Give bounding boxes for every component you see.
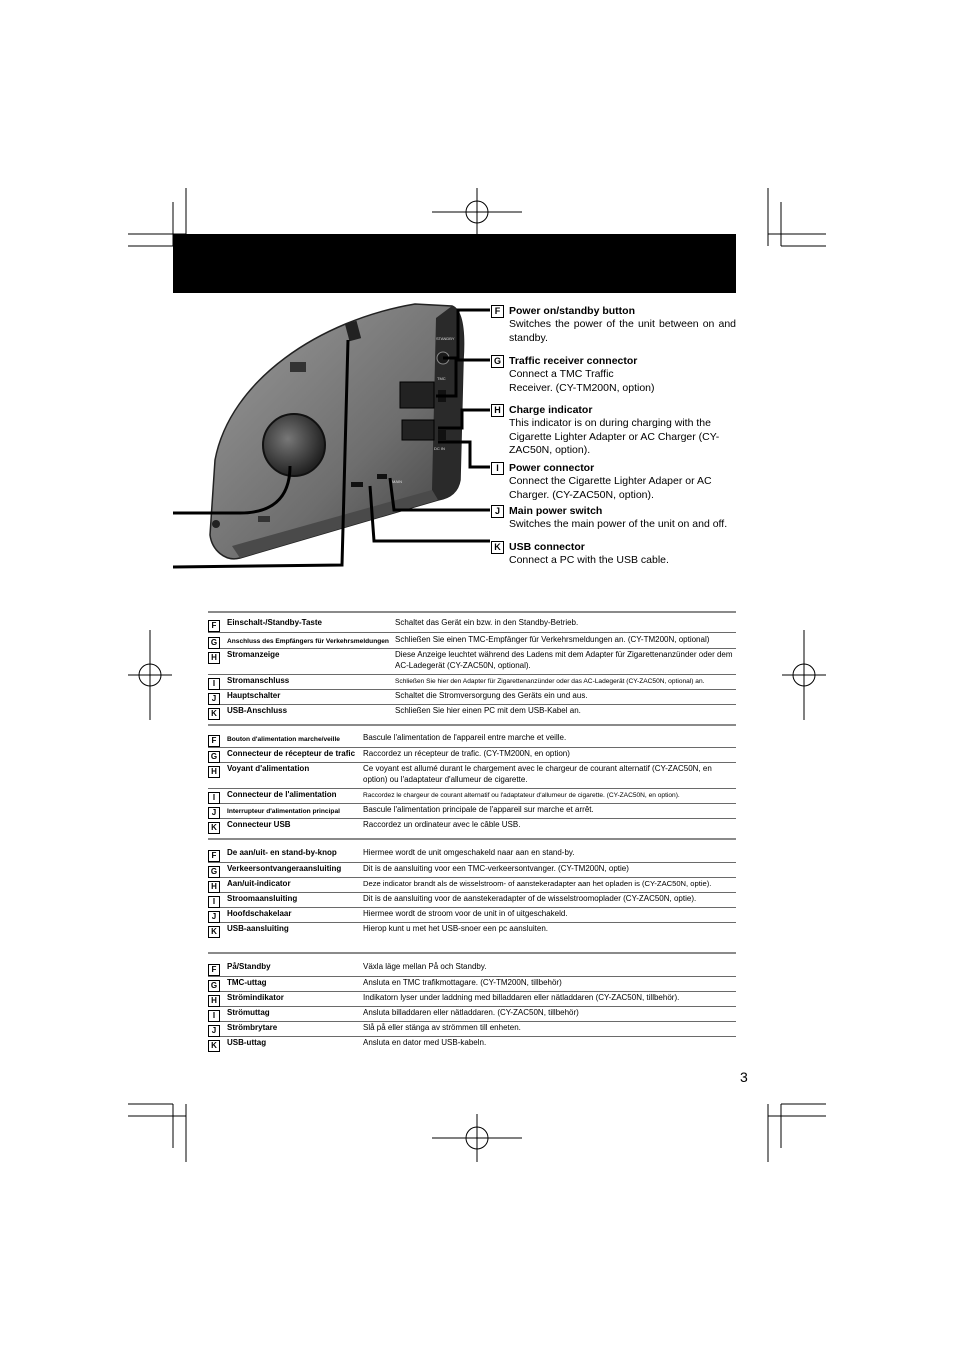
table-row xyxy=(208,961,736,977)
table-rule xyxy=(208,838,736,840)
row-name: Strömbrytare xyxy=(227,1023,278,1032)
row-desc: Ansluta en dator med USB-kabeln. xyxy=(363,1038,487,1047)
row-letter: K xyxy=(208,708,220,720)
callout-k xyxy=(491,541,737,571)
row-desc: Slå på eller stänga av strömmen till enheten. xyxy=(363,1023,521,1032)
callout-h xyxy=(491,404,737,456)
row-name: Stromanschluss xyxy=(227,676,290,685)
callout-i xyxy=(491,462,737,502)
callout-letter: F xyxy=(491,305,504,318)
row-letter: J xyxy=(208,1025,220,1037)
table-row xyxy=(208,847,736,863)
callout-letter: K xyxy=(491,541,504,554)
table-rule xyxy=(208,724,736,726)
row-desc: Dit is de aansluiting voor de aanstekeradapter of de wisselstroomoplader (CY-ZAC50N, optie). xyxy=(363,894,697,903)
row-name: TMC-uttag xyxy=(227,978,267,987)
row-name: Einschalt-/Standby-Taste xyxy=(227,618,322,627)
row-letter: K xyxy=(208,1040,220,1052)
table-rule xyxy=(208,611,736,613)
callout-title: Main power switch xyxy=(509,505,603,517)
table-row xyxy=(208,804,736,819)
row-name: Connecteur de l'alimentation xyxy=(227,790,337,799)
table-swedish xyxy=(208,952,736,1052)
row-desc: Schließen Sie hier einen PC mit dem USB-Kabel an. xyxy=(395,706,581,715)
table-row xyxy=(208,1037,736,1051)
row-letter: F xyxy=(208,735,220,747)
row-letter: F xyxy=(208,850,220,862)
page-number: 3 xyxy=(740,1069,748,1085)
table-row xyxy=(208,893,736,908)
row-desc: Raccordez le chargeur de courant alternatif ou l'adaptateur d'allumeur de cigarette. (CY-ZAC50N, en option). xyxy=(363,792,680,799)
row-name: Voyant d'alimentation xyxy=(227,764,310,773)
row-desc: Schaltet die Stromversorgung des Geräts ein und aus. xyxy=(395,691,588,700)
row-name: Strömuttag xyxy=(227,1008,270,1017)
row-name: De aan/uit- en stand-by-knop xyxy=(227,848,337,857)
table-row xyxy=(208,1022,736,1037)
table-german xyxy=(208,611,736,721)
row-desc: Indikatorn lyser under laddning med billaddaren eller nätladdaren (CY-ZAC50N, tillbehör). xyxy=(363,993,680,1002)
table-row xyxy=(208,908,736,923)
row-letter: I xyxy=(208,678,220,690)
leader-i xyxy=(438,442,490,467)
table-row xyxy=(208,878,736,893)
leader-h xyxy=(438,410,490,428)
callout-letter: J xyxy=(491,505,504,518)
row-desc: Bascule l'alimentation principale de l'appareil sur marche et arrêt. xyxy=(363,805,594,814)
row-name: Connecteur USB xyxy=(227,820,291,829)
callout-letter: I xyxy=(491,462,504,475)
callout-letter: H xyxy=(491,404,504,417)
row-desc: Ce voyant est allumé durant le chargement avec le chargeur de courant alternatif (CY-ZAC50N, en option) ou l'adaptateur d'allumeur de cigarette. xyxy=(363,764,712,784)
row-desc: Dit is de aansluiting voor een TMC-verkeersontvanger. (CY-TM200N, optie) xyxy=(363,864,629,873)
table-row xyxy=(208,1007,736,1022)
row-letter: G xyxy=(208,637,220,649)
table-french xyxy=(208,724,736,836)
row-letter: I xyxy=(208,1010,220,1022)
table-row xyxy=(208,819,736,833)
leader-speaker xyxy=(173,466,290,513)
row-desc: Schließen Sie hier den Adapter für Zigarettenanzünder oder das AC-Ladegerät (CY-ZAC50N, optional) an. xyxy=(395,678,705,685)
row-name: På/Standby xyxy=(227,962,271,971)
table-row xyxy=(208,649,736,675)
row-name: Hoofdschakelaar xyxy=(227,909,292,918)
row-letter: J xyxy=(208,807,220,819)
row-letter: F xyxy=(208,964,220,976)
row-name: Hauptschalter xyxy=(227,691,281,700)
callout-title: Power connector xyxy=(509,462,595,474)
leader-j xyxy=(390,478,490,510)
row-desc: Schaltet das Gerät ein bzw. in den Standby-Betrieb. xyxy=(395,618,579,627)
callout-desc: Connect the Cigarette Lighter Adaper or AC Charger. (CY-ZAC50N, option). xyxy=(509,475,712,501)
callout-desc: Connect a PC with the USB cable. xyxy=(509,554,669,566)
table-row xyxy=(208,863,736,878)
tmc-mark: TMC xyxy=(437,376,446,381)
row-desc: Schließen Sie einen TMC-Empfänger für Verkehrsmeldungen an. (CY-TM200N, optional) xyxy=(395,635,710,644)
row-name: Bouton d'alimentation marche/veille xyxy=(227,736,340,743)
row-name: Interrupteur d'alimentation principal xyxy=(227,808,340,815)
leader-f xyxy=(443,310,490,358)
table-row xyxy=(208,992,736,1007)
callout-j xyxy=(491,505,737,535)
callout-title: Power on/standby button xyxy=(509,305,635,317)
callout-title: Traffic receiver connector xyxy=(509,355,638,367)
row-name: Anschluss des Empfängers für Verkehrsmeldungen xyxy=(227,638,389,645)
callout-desc: Switches the power of the unit between on and standby. xyxy=(509,318,736,344)
table-row xyxy=(208,748,736,763)
row-letter: G xyxy=(208,980,220,992)
row-desc: Hierop kunt u met het USB-snoer een pc aansluiten. xyxy=(363,924,548,933)
callout-desc: This indicator is on during charging with the Cigarette Lighter Adapter or AC Charger (CY-ZAC50N, option). xyxy=(509,417,720,456)
callout-g xyxy=(491,355,737,395)
table-row xyxy=(208,763,736,789)
row-letter: G xyxy=(208,866,220,878)
row-name: Stroomaansluiting xyxy=(227,894,298,903)
row-letter: G xyxy=(208,751,220,763)
row-name: USB-aansluiting xyxy=(227,924,289,933)
row-letter: K xyxy=(208,926,220,938)
row-name: Aan/uit-indicator xyxy=(227,879,291,888)
row-desc: Hiermee wordt de unit omgeschakeld naar aan en stand-by. xyxy=(363,848,575,857)
table-row xyxy=(208,675,736,690)
row-desc: Hiermee wordt de stroom voor de unit in of uitgeschakeld. xyxy=(363,909,568,918)
row-name: Connecteur de récepteur de trafic xyxy=(227,749,356,758)
row-letter: J xyxy=(208,693,220,705)
row-letter: I xyxy=(208,896,220,908)
row-desc: Raccordez un ordinateur avec le câble USB. xyxy=(363,820,521,829)
row-desc: Växla läge mellan På och Standby. xyxy=(363,962,487,971)
leader-g xyxy=(436,360,490,396)
leader-stylus xyxy=(173,340,348,567)
row-desc: Deze indicator brandt als de wisselstroom- of aanstekeradapter aan het opladen is (CY-ZAC50N, optie). xyxy=(363,879,712,888)
table-row xyxy=(208,923,736,937)
row-desc: Raccordez un récepteur de trafic. (CY-TM200N, en option) xyxy=(363,749,570,758)
table-dutch xyxy=(208,838,736,938)
callout-desc: Connect a TMC Traffic Receiver. (CY-TM200N, option) xyxy=(509,368,655,394)
callout-title: USB connector xyxy=(509,541,585,553)
row-name: Verkeersontvangeraansluiting xyxy=(227,864,342,873)
row-letter: J xyxy=(208,911,220,923)
callout-letter: G xyxy=(491,355,504,368)
table-row xyxy=(208,705,736,719)
table-rule xyxy=(208,952,736,954)
row-name: USB-Anschluss xyxy=(227,706,288,715)
row-name: Stromanzeige xyxy=(227,650,280,659)
row-desc: Ansluta en TMC trafikmottagare. (CY-TM200N, tillbehör) xyxy=(363,978,562,987)
callout-f xyxy=(491,305,737,345)
row-name: Strömindikator xyxy=(227,993,284,1002)
standby-mark: STANDBY xyxy=(436,336,455,341)
table-row xyxy=(208,732,736,748)
row-desc: Ansluta billaddaren eller nätladdaren. (CY-ZAC50N, tillbehör) xyxy=(363,1008,579,1017)
row-desc: Diese Anzeige leuchtet während des Ladens mit dem Adapter für Zigarettenanzünder oder dem AC-Ladegerät (CY-ZAC50N, optional). xyxy=(395,650,733,670)
dc-in-mark: DC IN xyxy=(434,446,445,451)
main-mark: MAIN xyxy=(392,479,402,484)
table-row xyxy=(208,617,736,633)
row-letter: I xyxy=(208,792,220,804)
row-letter: K xyxy=(208,822,220,834)
leader-k xyxy=(370,486,490,541)
row-letter: H xyxy=(208,652,220,664)
row-letter: H xyxy=(208,881,220,893)
table-row xyxy=(208,977,736,992)
table-row xyxy=(208,690,736,705)
callout-desc: Switches the main power of the unit on and off. xyxy=(509,518,728,530)
callout-title: Charge indicator xyxy=(509,404,593,416)
row-letter: F xyxy=(208,620,220,632)
row-name: USB-uttag xyxy=(227,1038,267,1047)
table-row xyxy=(208,789,736,804)
table-row xyxy=(208,634,736,649)
row-letter: H xyxy=(208,995,220,1007)
row-letter: H xyxy=(208,766,220,778)
row-desc: Bascule l'alimentation de l'appareil entre marche et veille. xyxy=(363,733,567,742)
